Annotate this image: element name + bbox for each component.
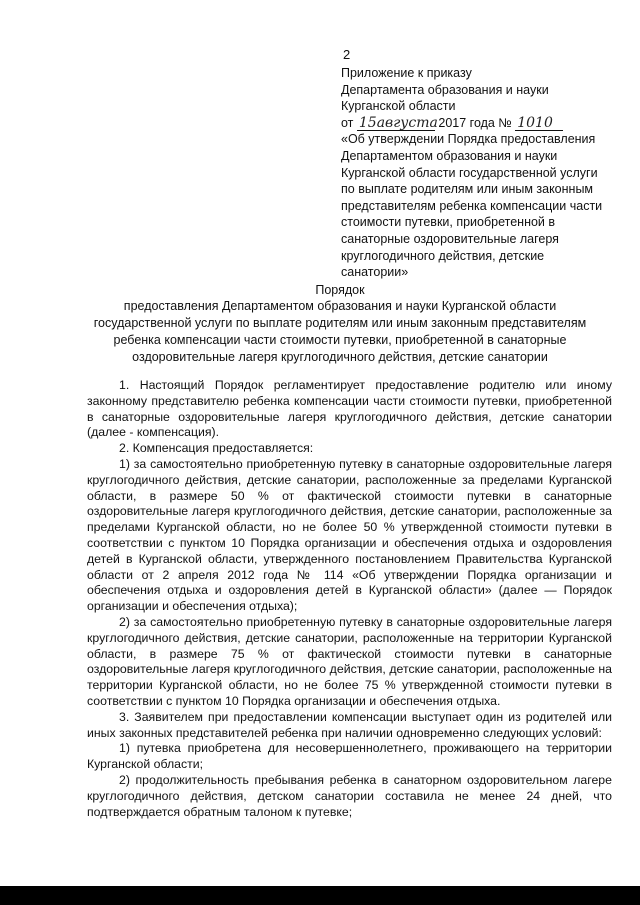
appendix-line: санаторные оздоровительные лагеря bbox=[341, 231, 559, 246]
paragraph: 2. Компенсация предоставляется: bbox=[119, 441, 314, 456]
document-title: Порядок bbox=[315, 283, 365, 297]
paragraph: 1) за самостоятельно приобретенную путевку в санаторные оздоровительные лагеря круглогодичного действия, детские санатории, расположенные за пределами Курганской области, в размере 50 % от фактической стоимости путевки в санаторные оздоровительные лагеря круглогодичного действия, детские санатории, расположенные за пределами Курганской области, но не более 50 % утвержденной стоимости путевки в соответствии с пунктом 10 Порядка организации и обеспечения отдыха и оздоровления детей в Курганской области, утвержденного постановлением Правительства Курганской области от 2 апреля 2012 года № 114 «Об утверждении Порядка организации и обеспечения отдыха и оздоровления детей в Курганской области» (далее — Порядок организации и обеспечения отдыха); bbox=[87, 456, 612, 614]
appendix-line: Курганской области государственной услуги bbox=[341, 165, 598, 180]
appendix-line: Приложение к приказу bbox=[341, 66, 472, 80]
appendix-block bbox=[341, 65, 626, 281]
subtitle-line: предоставления Департаментом образования и науки Курганской области bbox=[123, 299, 557, 313]
paragraph: 1. Настоящий Порядок регламентирует предоставление родителю или иному законному представителю ребенка компенсации части стоимости путевки, приобретенной в санаторные оздоровительные лагеря круглогодичного действия, детские санатории (далее - компенсация). bbox=[87, 378, 612, 440]
document-body bbox=[87, 378, 612, 820]
appendix-line: стоимости путевки, приобретенной в bbox=[341, 215, 556, 230]
subtitle-line: государственной услуги по выплате родителям или иным законным представителям bbox=[93, 316, 587, 330]
paragraph: 1) путевка приобретена для несовершеннолетнего, проживающего на территории Курганской области; bbox=[87, 741, 612, 772]
appendix-line: круглогодичного действия, детские bbox=[341, 248, 545, 263]
appendix-line: представителям ребенка компенсации части bbox=[341, 198, 603, 213]
paragraph: 3. Заявителем при предоставлении компенсации выступает один из родителей или иных законных представителей ребенка при наличии одновременно следующих условий: bbox=[87, 709, 612, 740]
appendix-date-line bbox=[341, 115, 626, 132]
document-subtitle bbox=[60, 298, 620, 366]
subtitle-line: ребенка компенсации части стоимости путевки, приобретенной в санаторные bbox=[113, 333, 567, 347]
appendix-line: Департамента образования и науки bbox=[341, 82, 549, 97]
appendix-line: санатории» bbox=[341, 265, 409, 280]
page-number: 2 bbox=[343, 47, 351, 62]
date-year: 2017 года № bbox=[438, 115, 512, 130]
appendix-line: Департаментом образования и науки bbox=[341, 148, 558, 163]
paragraph: 2) за самостоятельно приобретенную путевку в санаторные оздоровительные лагеря круглогодичного действия, детские санатории, расположенные на территории Курганской области, в размере 75 % от фактической стоимости путевки в санаторные оздоровительные лагеря круглогодичного действия, детские санатории, расположенные на территории Курганской области, но не более 75 % утвержденной стоимости путевки в соответствии с пунктом 10 Порядка организации и обеспечения отдыха. bbox=[87, 614, 612, 708]
paragraph: 2) продолжительность пребывания ребенка в санаторном оздоровительном лагере круглогодичного действия, детском санатории составила не менее 24 дней, что подтверждается обратным талоном к путевке; bbox=[87, 772, 612, 819]
handwritten-number: 1010 bbox=[515, 117, 563, 131]
subtitle-line: оздоровительные лагеря круглогодичного действия, детские санатории bbox=[132, 350, 548, 364]
date-prefix: от bbox=[341, 115, 354, 130]
appendix-line: Курганской области bbox=[341, 99, 456, 114]
scan-edge-bar bbox=[0, 886, 640, 905]
appendix-line: «Об утверждении Порядка предоставления bbox=[341, 132, 596, 147]
handwritten-date: 15августа bbox=[358, 114, 438, 131]
appendix-line: по выплате родителям или иным законным bbox=[341, 182, 594, 197]
